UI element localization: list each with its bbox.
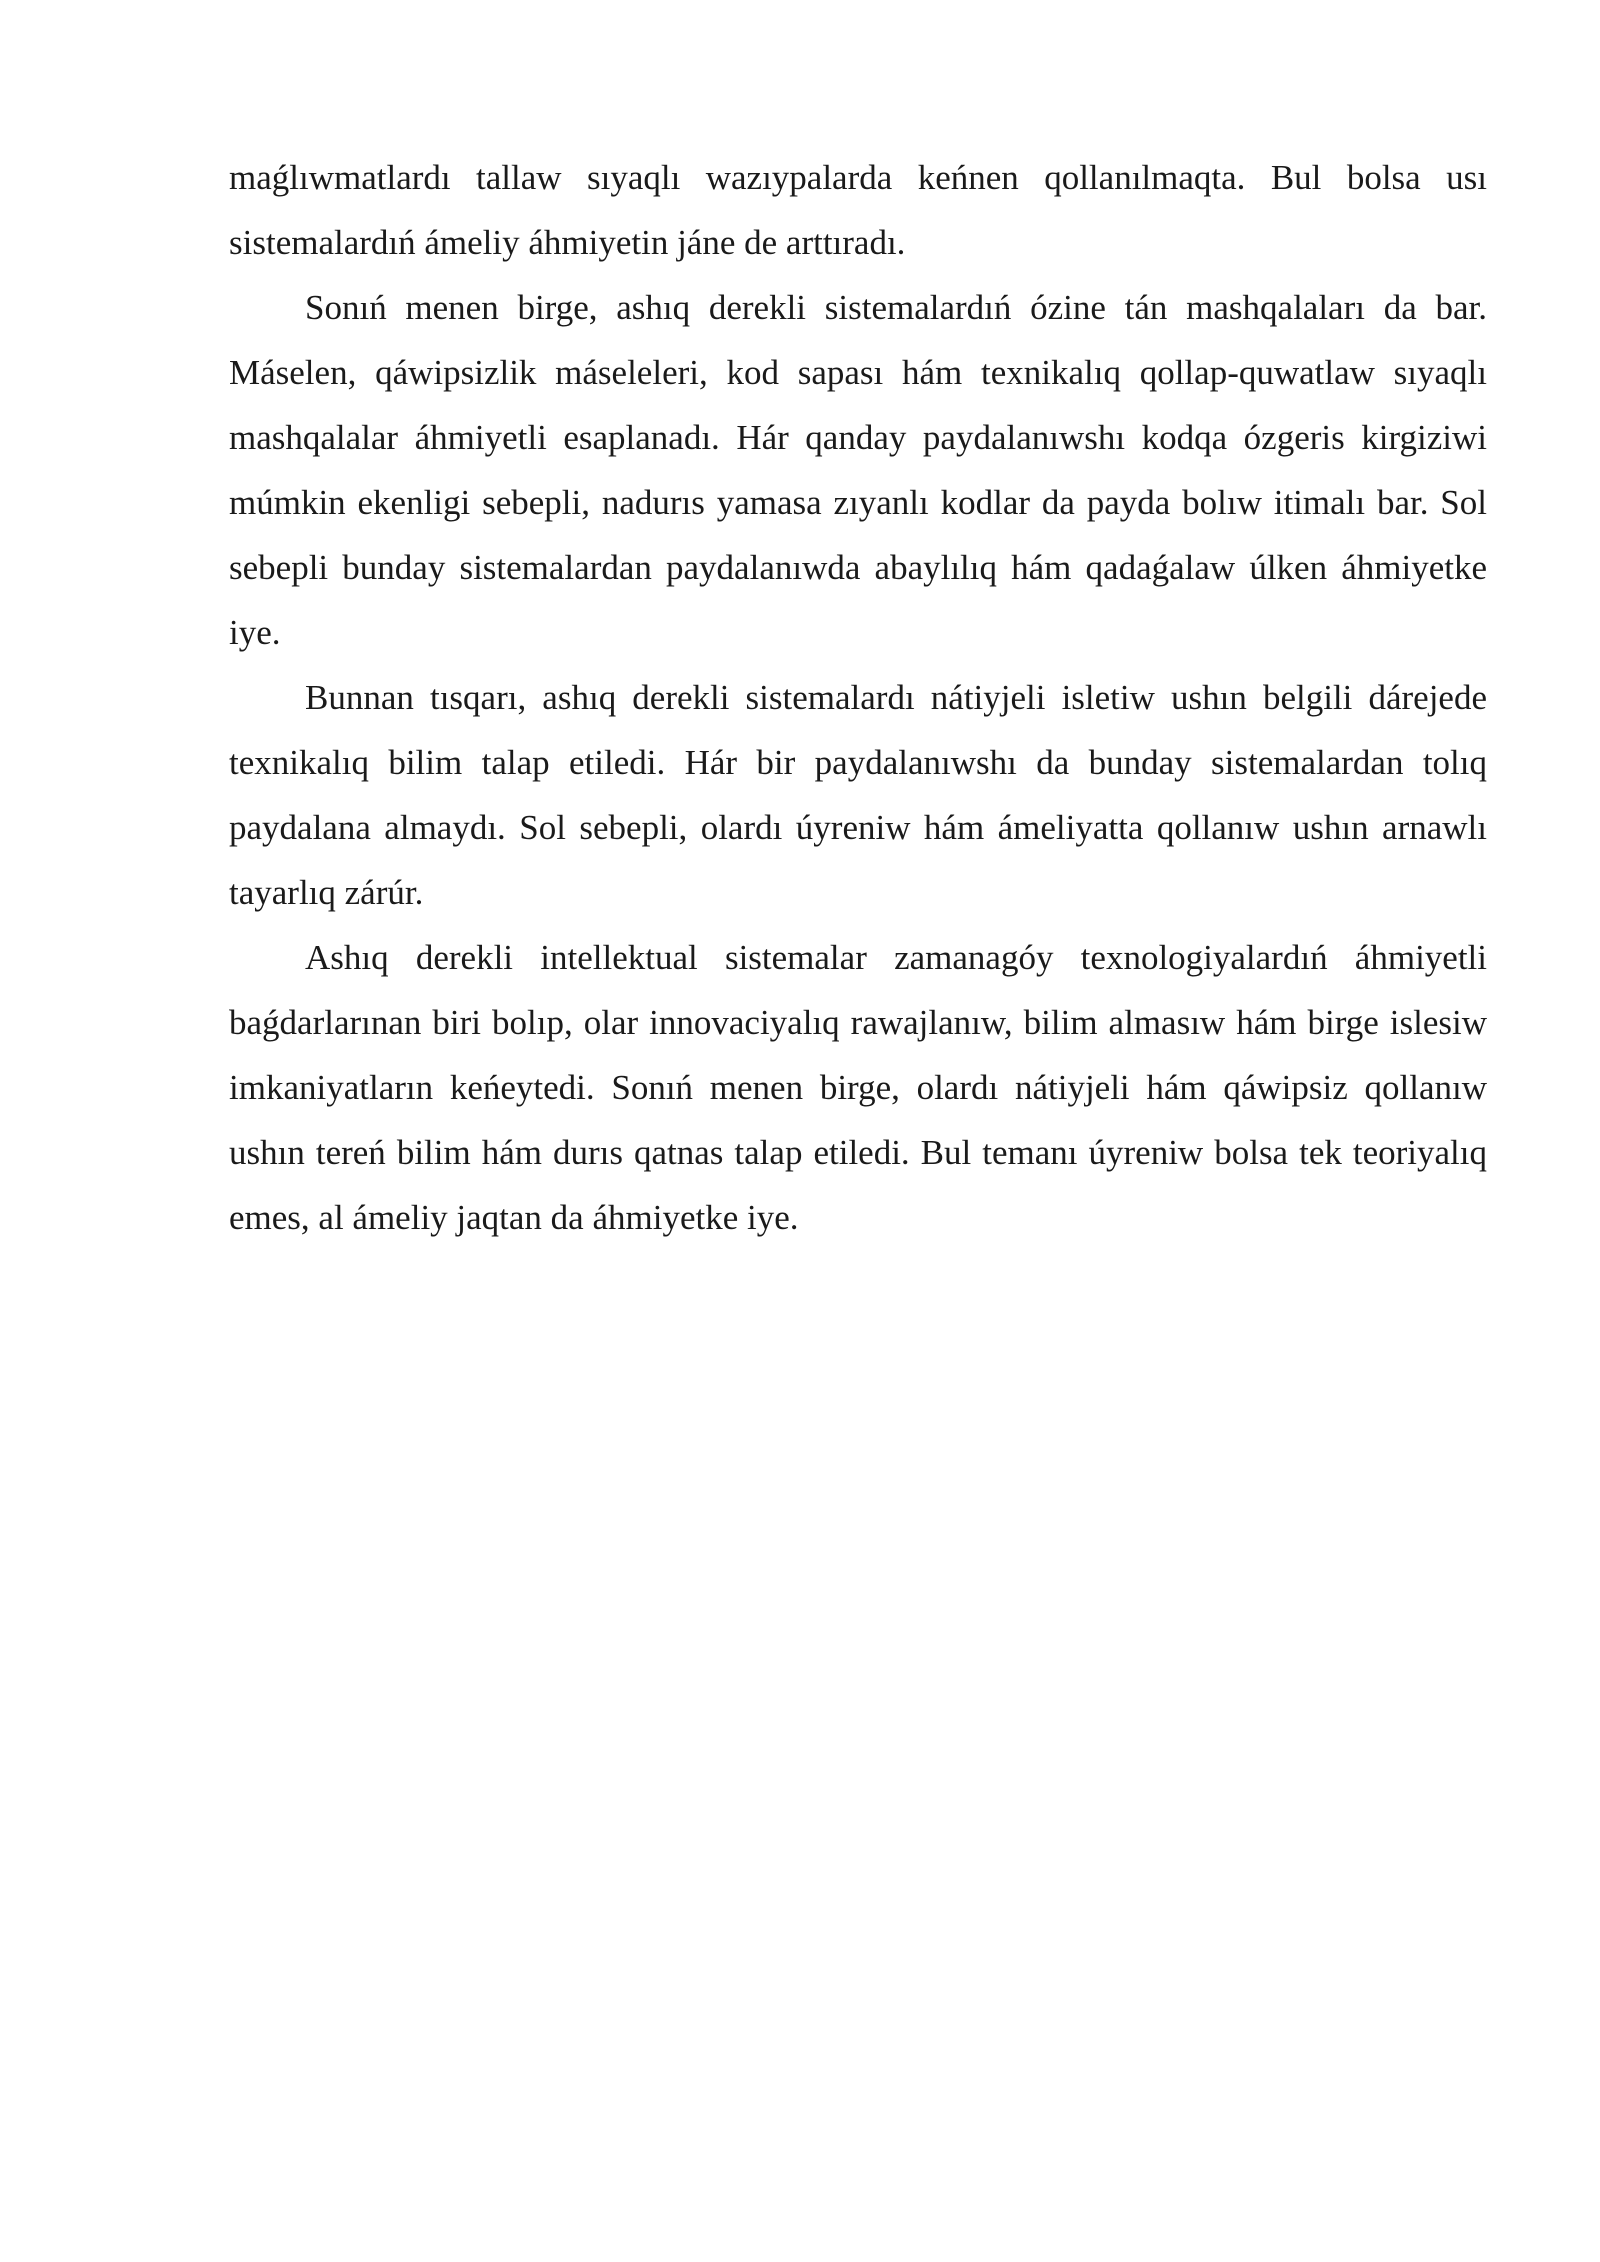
paragraph-conclusion: Ashıq derekli intellektual sistemalar zamanagóy texnologiyalardıń áhmiyetli baǵdarlarınan biri bolıp, olar innovaciyalıq rawajlanıw, bilim almasıw hám birge islesiw imkaniyatların keńeytedi. Sonıń menen birge, olardı nátiyjeli hám qáwipsiz qollanıw ushın tereń bilim hám durıs qatnas talap etiledi. Bul temanı úyreniw bolsa tek teoriyalıq emes, al ámeliy jaqtan da áhmiyetke iye. <box>229 938 1487 1237</box>
paragraph-technical-knowledge: Bunnan tısqarı, ashıq derekli sistemalardı nátiyjeli isletiw ushın belgili dárejede texnikalıq bilim talap etiledi. Hár bir paydalanıwshı da bunday sistemalardan tolıq paydalana almaydı. Sol sebepli, olardı úyreniw hám ámeliyatta qollanıw ushın arnawlı tayarlıq zárúr. <box>229 678 1487 912</box>
paragraph-problems: Sonıń menen birge, ashıq derekli sistemalardıń ózine tán mashqalaları da bar. Máselen, qáwipsizlik máseleleri, kod sapası hám texnikalıq qollap-quwatlaw sıyaqlı mashqalalar áhmiyetli esaplanadı. Hár qanday paydalanıwshı kodqa ózgeris kirgiziwi múmkin ekenligi sebepli, nadurıs yamasa zıyanlı kodlar da payda bolıw itimalı bar. Sol sebepli bunday sistemalardan paydalanıwda abaylılıq hám qadaǵalaw úlken áhmiyetke iye. <box>229 288 1487 652</box>
body-text <box>229 145 1487 1250</box>
paragraph-continuation: maǵlıwmatlardı tallaw sıyaqlı wazıypalarda keńnen qollanılmaqta. Bul bolsa usı sistemalardıń ámeliy áhmiyetin jáne de arttıradı. <box>229 158 1487 262</box>
